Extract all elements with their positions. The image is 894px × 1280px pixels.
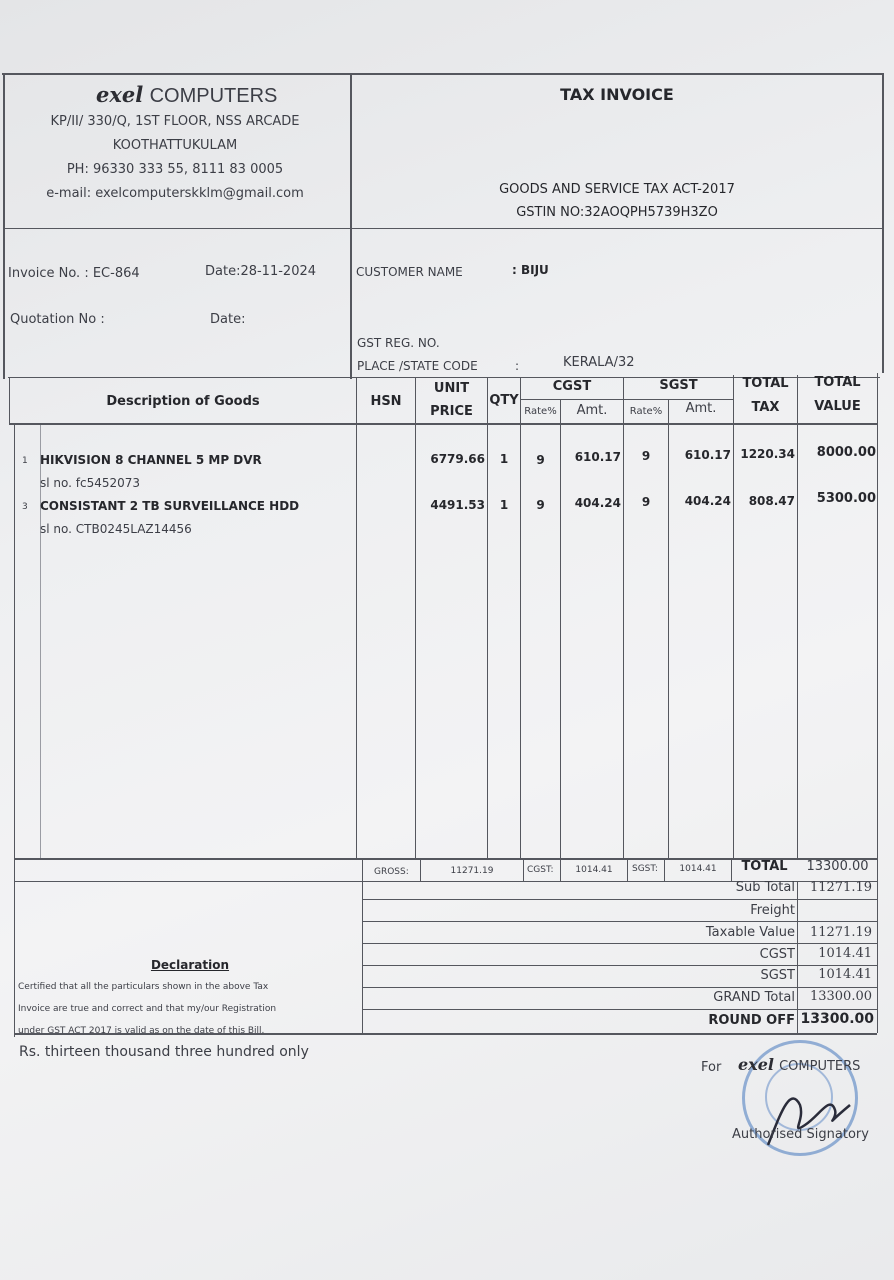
item-2-unit-price: 4491.53 — [430, 498, 485, 512]
item-1-cgst-amt: 610.17 — [574, 450, 621, 464]
gst-reg-label: GST REG. NO. — [357, 336, 440, 350]
inner-left-rule — [40, 425, 41, 860]
invoice-title: TAX INVOICE — [560, 85, 674, 104]
declaration-line-2: Invoice are true and correct and that my/our Registration — [18, 1004, 277, 1014]
summary-round-off-value: 13300.00 — [800, 1011, 874, 1027]
sgst-total-value: 1014.41 — [679, 864, 717, 874]
shop-email: e-mail: exelcomputerskklm@gmail.com — [46, 186, 304, 201]
shop-name-text: COMPUTERS — [149, 85, 278, 107]
item-2-cgst-rate: 9 — [536, 498, 545, 512]
col-total-tax-header-2: TAX — [751, 400, 780, 415]
summary-line-6 — [362, 1009, 877, 1010]
summary-subtotal-value: 11271.19 — [809, 880, 872, 895]
header-divider-vertical — [350, 73, 352, 379]
declaration-line-1: Certified that all the particulars shown in the above Tax — [18, 982, 269, 992]
col-sep-sgst-amt — [668, 400, 669, 860]
gst-subheader-line — [520, 399, 733, 400]
table-header-bottom — [9, 423, 877, 425]
right-border — [882, 73, 884, 373]
col-total-value-header-1: TOTAL — [814, 375, 861, 390]
shop-phone: PH: 96330 333 55, 8111 83 0005 — [66, 162, 284, 177]
quotation-date: Date: — [210, 312, 246, 327]
gross-value: 11271.19 — [450, 866, 494, 876]
signature-scribble — [760, 1075, 860, 1155]
summary-taxable-value: 11271.19 — [809, 925, 872, 940]
place-state-value: KERALA/32 — [563, 355, 635, 370]
col-cgst-amt-header: Amt. — [576, 403, 608, 418]
shop-address-1: KP/II/ 330/Q, 1ST FLOOR, NSS ARCADE — [50, 114, 300, 129]
item-2-sl: 3 — [22, 502, 28, 512]
col-total-tax-header-1: TOTAL — [742, 376, 789, 391]
summary-taxable-label: Taxable Value — [705, 925, 795, 940]
item-1-description: HIKVISION 8 CHANNEL 5 MP DVR — [40, 453, 262, 467]
item-2-serial: sl no. CTB0245LAZ14456 — [40, 522, 192, 536]
summary-line-1 — [362, 899, 877, 900]
item-1-sgst-amt: 610.17 — [684, 448, 731, 462]
summary-line-2 — [362, 921, 877, 922]
summary-sgst-value: 1014.41 — [818, 967, 872, 982]
amount-in-words: Rs. thirteen thousand three hundred only — [19, 1044, 309, 1060]
gst-act: GOODS AND SERVICE TAX ACT-2017 — [499, 182, 735, 197]
summary-round-off-label: ROUND OFF — [708, 1013, 795, 1028]
shop-name — [96, 82, 277, 108]
sgst-total-label: SGST: — [632, 864, 658, 874]
item-1-total-tax: 1220.34 — [740, 447, 795, 461]
summary-subtotal-label: Sub Total — [735, 880, 795, 895]
totals-sep-3 — [523, 858, 524, 882]
total-value: 13300.00 — [806, 859, 869, 874]
col-sep-cgst-amt — [560, 400, 561, 860]
summary-sgst-label: SGST — [760, 968, 795, 983]
table-left-border-body — [14, 425, 15, 1037]
invoice-number: Invoice No. : EC-864 — [8, 266, 140, 281]
col-sgst-amt-header: Amt. — [685, 401, 717, 416]
item-2-description: CONSISTANT 2 TB SURVEILLANCE HDD — [40, 499, 300, 513]
col-sgst-header: SGST — [659, 378, 698, 393]
col-sep-qty — [487, 377, 488, 860]
col-total-value-header-2: VALUE — [814, 399, 861, 414]
item-2-sgst-amt: 404.24 — [684, 494, 731, 508]
col-qty-header: QTY — [489, 393, 519, 408]
item-2-total-tax: 808.47 — [748, 494, 795, 508]
summary-line-3 — [362, 943, 877, 944]
col-unit-header: UNIT — [433, 381, 470, 396]
summary-left-border — [362, 881, 363, 1035]
left-border-top — [3, 73, 5, 379]
cgst-total-label: CGST: — [527, 865, 554, 875]
place-state-label: PLACE /STATE CODE — [357, 359, 478, 373]
item-1-sgst-rate: 9 — [641, 449, 651, 463]
shop-address-2: KOOTHATTUKULAM — [112, 138, 238, 153]
item-1-qty: 1 — [499, 452, 509, 466]
invoice-date: Date:28-11-2024 — [205, 264, 317, 279]
table-right-border — [877, 373, 878, 1033]
col-sep-unit — [415, 377, 416, 860]
shop-logo: exel — [96, 82, 144, 107]
item-2-sgst-rate: 9 — [641, 495, 651, 509]
col-sgst-rate-header: Rate% — [629, 406, 663, 417]
item-1-total-value: 8000.00 — [816, 445, 876, 460]
header-divider-horizontal — [3, 228, 883, 229]
item-2-cgst-amt: 404.24 — [574, 496, 621, 510]
authorised-signatory: Authorised Signatory — [732, 1127, 869, 1142]
summary-cgst-label: CGST — [759, 947, 795, 962]
col-sep-hsn — [356, 377, 357, 860]
place-state-separator: : — [515, 359, 520, 373]
col-cgst-header: CGST — [552, 379, 592, 394]
col-price-header: PRICE — [430, 404, 473, 419]
declaration-title: Declaration — [150, 958, 230, 972]
signature-company — [738, 1055, 860, 1074]
summary-grand-total-label: GRAND Total — [713, 990, 795, 1005]
summary-freight-label: Freight — [750, 903, 795, 918]
item-1-cgst-rate: 9 — [536, 453, 545, 467]
summary-cgst-value: 1014.41 — [818, 946, 872, 961]
summary-line-5 — [362, 987, 877, 988]
cgst-total-value: 1014.41 — [575, 865, 613, 875]
item-2-qty: 1 — [499, 498, 509, 512]
totals-sep-5 — [627, 858, 628, 882]
col-description-header: Description of Goods — [106, 394, 260, 409]
declaration-line-3: under GST ACT 2017 is valid as on the date of this Bill. — [18, 1026, 265, 1036]
item-1-unit-price: 6779.66 — [430, 452, 485, 466]
top-border — [2, 73, 884, 75]
totals-sep-1 — [362, 858, 363, 882]
col-hsn-header: HSN — [370, 394, 402, 409]
quotation-number: Quotation No : — [10, 312, 105, 327]
customer-name-label: CUSTOMER NAME — [356, 265, 463, 279]
item-1-sl: 1 — [22, 456, 28, 466]
item-1-serial: sl no. fc5452073 — [40, 476, 141, 490]
col-cgst-rate-header: Rate% — [524, 406, 557, 417]
gstin: GSTIN NO:32AOQPH5739H3ZO — [516, 205, 718, 220]
summary-line-4 — [362, 965, 877, 966]
for-label: For — [701, 1060, 722, 1075]
signature-logo: exel — [738, 1055, 774, 1074]
gross-label: GROSS: — [374, 867, 409, 877]
total-label: TOTAL — [741, 859, 788, 874]
col-sep-cgst — [520, 377, 521, 860]
item-2-total-value: 5300.00 — [816, 491, 876, 506]
summary-grand-total-value: 13300.00 — [809, 989, 872, 1004]
customer-name: : BIJU — [512, 263, 549, 277]
signature-company-name: COMPUTERS — [779, 1059, 861, 1074]
